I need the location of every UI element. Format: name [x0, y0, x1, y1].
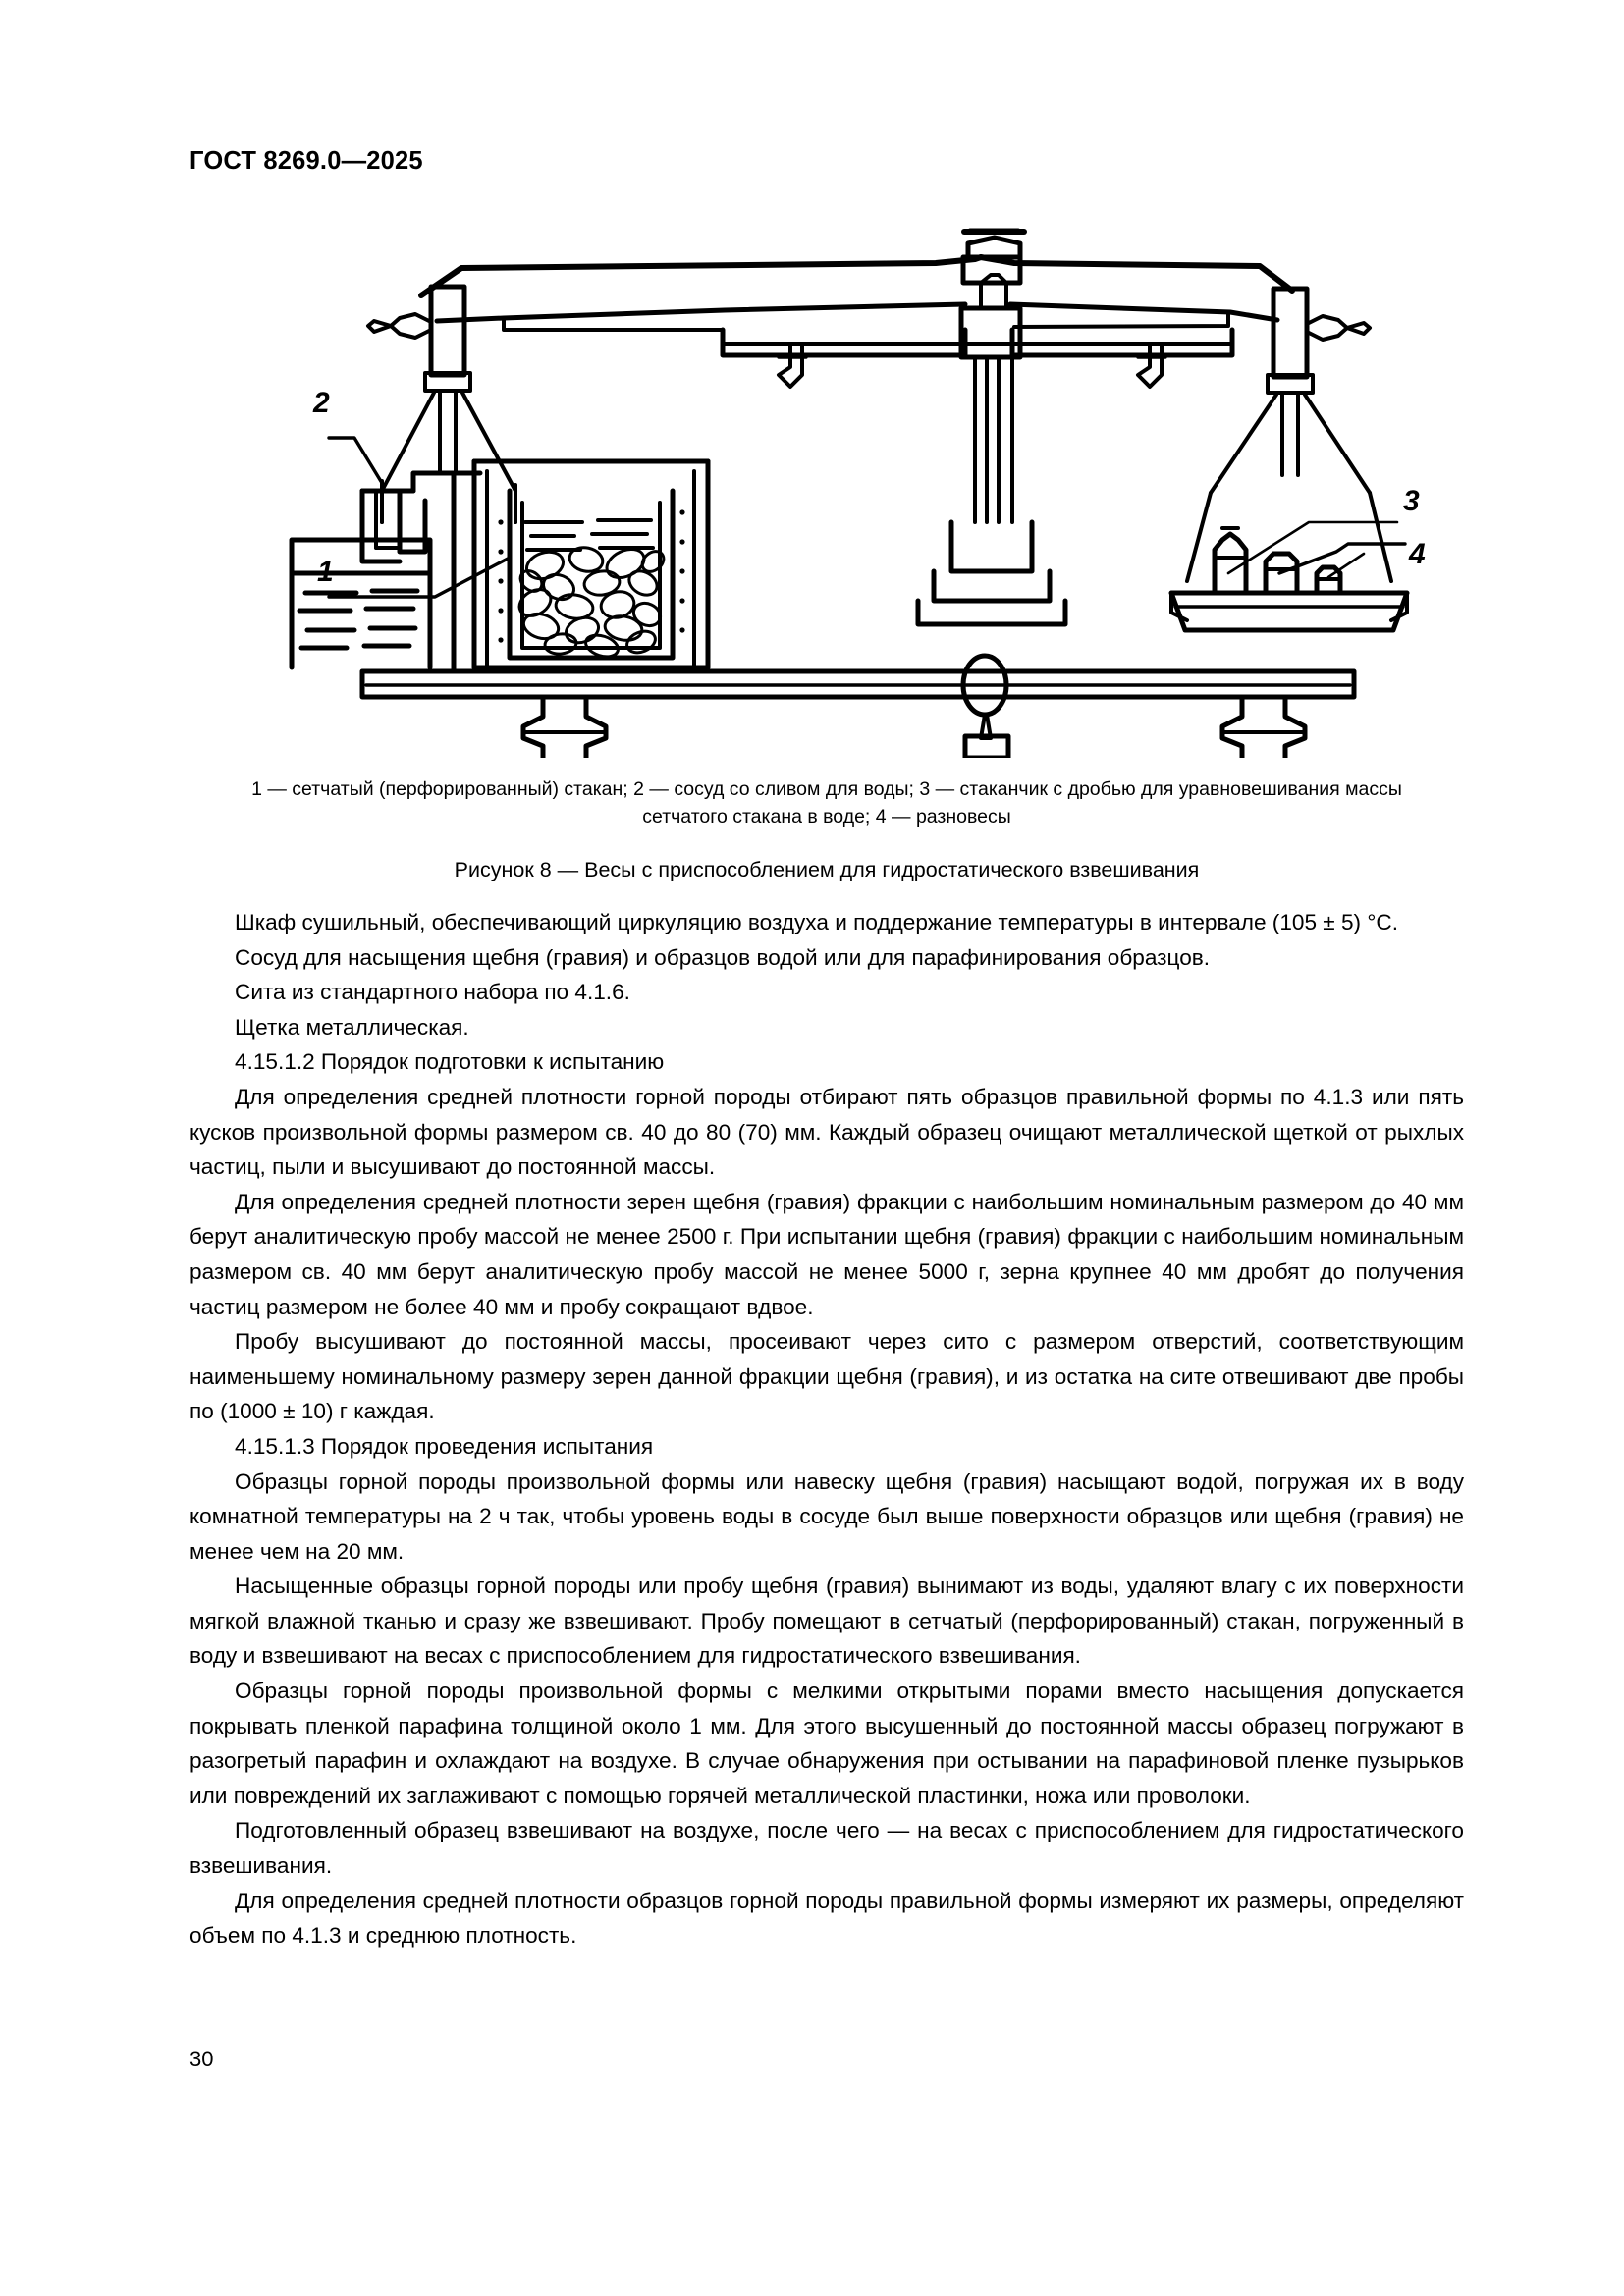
section-heading-4-15-1-3: 4.15.1.3 Порядок проведения испытания	[235, 1433, 654, 1459]
figure-callout-1: 1	[317, 556, 334, 588]
paragraph-paraffin-coating: Образцы горной породы произвольной формы с мелкими открытыми порами вместо насыщения допускается покрывать пленкой парафина толщиной около 1 мм. Для этого высушенный до постоянной массы образец погружают в разогретый парафин и охлаждают на воздухе. В случае обнаружения при остывании на парафиновой пленке пузырьков или повреждений их заглаживают с помощью горячей металлической пластинки, ножа или проволоки.	[189, 1679, 1464, 1808]
figure-8	[189, 228, 1464, 884]
body-text	[189, 905, 1464, 1953]
paragraph-hydrostatic-weighing: Насыщенные образцы горной породы или пробу щебня (гравия) вынимают из воды, удаляют влагу с их поверхности мягкой влажной тканью и сразу же взвешивают. Пробу помещают в сетчатый (перфорированный) стакан, погруженный в воду и взвешивают на весах с приспособлением для гидростатического взвешивания.	[189, 1574, 1464, 1669]
figure-callout-3: 3	[1403, 485, 1420, 517]
paragraph-saturation-vessel: Сосуд для насыщения щебня (гравия) и образцов водой или для парафинирования образцов.	[235, 944, 1211, 970]
hydrostatic-balance-diagram	[189, 228, 1464, 758]
figure-callout-4: 4	[1409, 538, 1426, 570]
paragraph-weighing-in-air: Подготовленный образец взвешивают на воздухе, после чего — на весах с приспособлением для гидростатического взвешивания.	[189, 1818, 1464, 1879]
paragraph-rock-sample-selection: Для определения средней плотности горной породы отбирают пять образцов правильной формы по 4.1.3 или пять кусков произвольной формы размером св. 40 до 80 (70) мм. Каждый образец очищают металлической щеткой от рыхлых частиц, пыли и высушивают до постоянной массы.	[189, 1084, 1464, 1180]
paragraph-drying-cabinet: Шкаф сушильный, обеспечивающий циркуляцию воздуха и поддержание температуры в интервале (105 ± 5) °С.	[235, 910, 1398, 934]
figure-legend-line-2: сетчатого стакана в воде; 4 — разновесы	[642, 806, 1011, 828]
paragraph-sieving-and-weighing: Пробу высушивают до постоянной массы, просеивают через сито с размером отверстий, соответствующим наименьшему номинальному размеру зерен данной фракции щебня (гравия), и из остатка на сите отвешивают две пробы по (1000 ± 10) г каждая.	[189, 1329, 1464, 1424]
document-header-standard-id: ГОСТ 8269.0—2025	[189, 147, 423, 175]
figure-callout-2: 2	[313, 387, 330, 419]
figure-legend-line-1: 1 — сетчатый (перфорированный) стакан; 2 — сосуд со сливом для воды; 3 — стаканчик с дробью для уравновешивания массы	[251, 778, 1402, 800]
paragraph-water-saturation: Образцы горной породы произвольной формы или навеску щебня (гравия) насыщают водой, погружая их в воду комнатной температуры на 2 ч так, чтобы уровень воды в сосуде был выше поверхности образцов или щебня (гравия) не менее чем на 20 мм.	[189, 1468, 1464, 1564]
section-heading-4-15-1-2: 4.15.1.2 Порядок подготовки к испытанию	[235, 1049, 665, 1075]
figure-caption: Рисунок 8 — Весы с приспособлением для гидростатического взвешивания	[454, 857, 1200, 881]
paragraph-metal-brush: Щетка металлическая.	[235, 1014, 469, 1040]
paragraph-regular-shape-samples: Для определения средней плотности образцов горной породы правильной формы измеряют их размеры, определяют объем по 4.1.3 и среднюю плотность.	[189, 1888, 1464, 1949]
page-number: 30	[189, 2047, 214, 2071]
paragraph-analytical-sample-mass: Для определения средней плотности зерен щебня (гравия) фракции с наибольшим номинальным размером до 40 мм берут аналитическую пробу массой не менее 2500 г. При испытании щебня (гравия) фракции с наибольшим номинальным размером св. 40 мм берут аналитическую пробу массой не менее 5000 г, зерна крупнее 40 мм дробят до получения частиц размером не более 40 мм и пробу сокращают вдвое.	[189, 1189, 1464, 1319]
page-content	[189, 0, 1464, 2296]
paragraph-sieves: Сита из стандартного набора по 4.1.6.	[235, 980, 630, 1005]
figure-legend	[213, 775, 1440, 831]
